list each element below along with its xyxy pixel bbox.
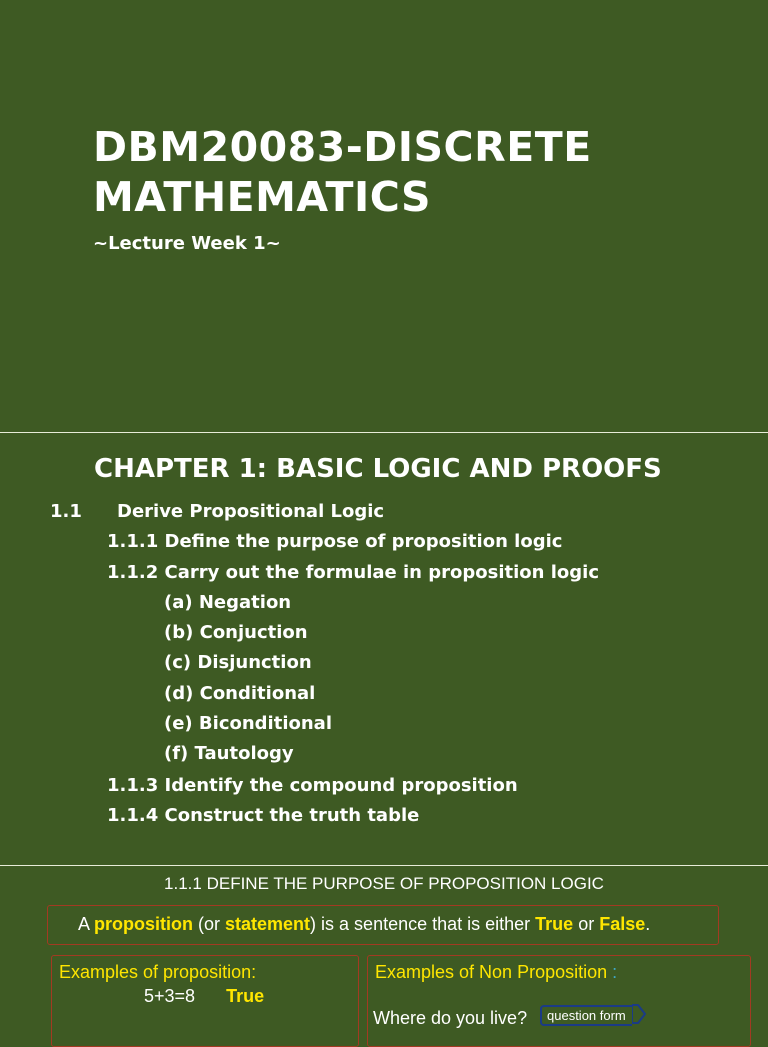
definition-part: or (573, 914, 600, 934)
non-proposition-examples-heading (375, 962, 617, 983)
proposition-examples-heading: Examples of proposition: (59, 962, 257, 982)
question-form-callout: question form (540, 1005, 632, 1026)
outline-item: (d) Conditional (164, 683, 316, 704)
example-expression: 5+3=8 (144, 986, 196, 1006)
outline-item: 1.1.3 Identify the compound proposition (107, 775, 518, 796)
outline-item-number: 1.1 (50, 501, 82, 522)
definition-part: A (78, 914, 95, 934)
example-sentence: Where do you live? (373, 1008, 528, 1028)
definition-term: False (599, 914, 646, 934)
outline-item: (b) Conjuction (164, 622, 308, 643)
slide-subtitle: ~Lecture Week 1~ (93, 233, 281, 254)
proposition-examples-box (51, 955, 359, 1047)
heading-text: Examples of Non Proposition (375, 962, 613, 982)
outline-item-text: Derive Propositional Logic (117, 501, 385, 522)
outline-item: 1.1.2 Carry out the formulae in proposition logic (107, 562, 600, 583)
definition-part: (or (193, 914, 226, 934)
example-truth-value: True (226, 986, 265, 1006)
slide-title (93, 122, 733, 222)
title-line-2: MATHEMATICS (93, 173, 432, 221)
definition-box (47, 905, 719, 945)
outline-item: (f) Tautology (164, 743, 294, 764)
definition-text (78, 914, 650, 935)
definition-part: ) is a sentence that is either (310, 914, 536, 934)
title-slide (0, 0, 768, 432)
definition-term: proposition (94, 914, 193, 934)
outline-item: 1.1.4 Construct the truth table (107, 805, 420, 826)
definition-part: . (645, 914, 651, 934)
outline-item: (c) Disjunction (164, 652, 312, 673)
callout-arrow-icon (632, 1004, 646, 1024)
definition-slide (0, 866, 768, 1028)
example-row (144, 986, 264, 1007)
title-line-1: DBM20083-DISCRETE (93, 123, 592, 171)
section-heading: 1.1.1 DEFINE THE PURPOSE OF PROPOSITION LOGIC (164, 874, 604, 893)
outline-item (50, 501, 385, 522)
outline-item: 1.1.1 Define the purpose of proposition logic (107, 531, 563, 552)
definition-term: statement (225, 914, 311, 934)
definition-term: True (535, 914, 574, 934)
outline-item: (a) Negation (164, 592, 292, 613)
outline-item: (e) Biconditional (164, 713, 332, 734)
non-proposition-examples-box (367, 955, 751, 1047)
outline-slide (0, 433, 768, 865)
heading-colon: : (612, 962, 618, 982)
chapter-title: CHAPTER 1: BASIC LOGIC AND PROOFS (94, 454, 662, 484)
